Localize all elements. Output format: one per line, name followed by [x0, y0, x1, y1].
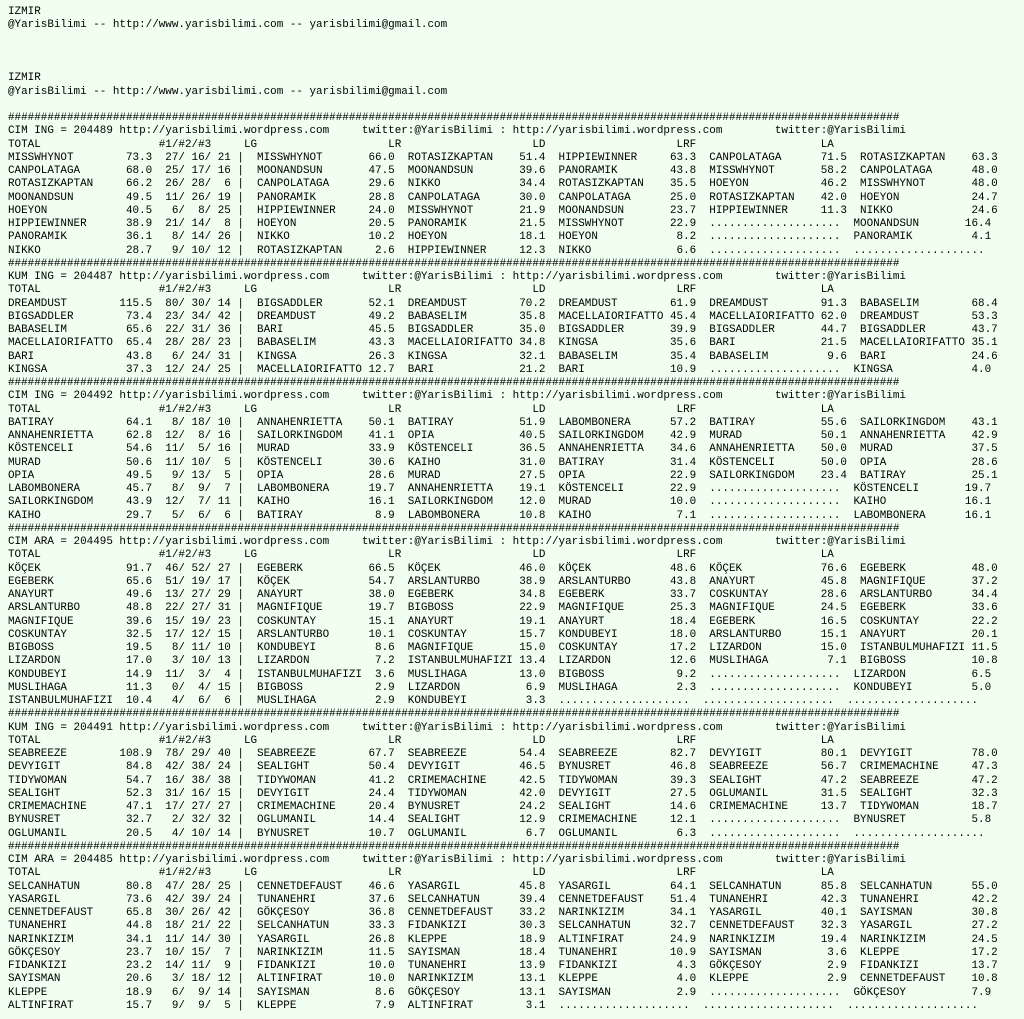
table-row: SAILORKINGDOM 43.9 12/ 7/ 11 | KAIHO 16.1 SAILORKINGDOM 12.0 MURAD 10.0 .................... KAIHO 16.1	[8, 496, 992, 509]
credit-line: @YarisBilimi -- http://www.yarisbilimi.com -- yarisbilimi@gmail.com	[8, 85, 448, 98]
table-row: SEABREEZE 108.9 78/ 29/ 40 | SEABREEZE 67.7 SEABREEZE 54.4 SEABREEZE 82.7 DEVYIGIT 80.1 DEVYIGIT 78.0	[8, 748, 998, 760]
table-row: PANORAMIK 36.1 8/ 14/ 26 | NIKKO 10.2 HOEYON 18.1 HOEYON 8.2 .................... PANORAMIK 4.1	[8, 231, 992, 244]
table-row: OGLUMANIL 20.5 4/ 10/ 14 | BYNUSRET 10.7 OGLUMANIL 6.7 OGLUMANIL 6.3 .................... ....................	[8, 827, 985, 840]
table-row: SEALIGHT 52.3 31/ 16/ 15 | DEVYIGIT 24.4 TIDYWOMAN 42.0 DEVYIGIT 27.5 OGLUMANIL 31.5 SEALIGHT 32.3	[8, 787, 998, 800]
table-row: MAGNIFIQUE 39.6 15/ 19/ 23 | COSKUNTAY 15.1 ANAYURT 19.1 ANAYURT 18.4 EGEBERK 16.5 COSKUNTAY 22.2	[8, 615, 998, 628]
table-row: MISSWHYNOT 73.3 27/ 16/ 21 | MISSWHYNOT 66.0 ROTASIZKAPTAN 51.4 HIPPIEWINNER 63.3 CANPOLATAGA 71.5 ROTASIZKAPTAN 63.3	[8, 151, 998, 164]
blank-line	[8, 33, 1024, 46]
column-header: TOTAL #1/#2/#3 LG LR LD LRF LA	[8, 867, 834, 880]
table-row: DEVYIGIT 84.8 42/ 38/ 24 | SEALIGHT 50.4 DEVYIGIT 46.5 BYNUSRET 46.8 SEABREEZE 56.7 CRIMEMACHINE 47.3	[8, 761, 998, 774]
table-row: BARI 43.8 6/ 24/ 31 | KINGSA 26.3 KINGSA 32.1 BABASELIM 35.4 BABASELIM 9.6 BARI 24.6	[8, 350, 998, 363]
column-header: TOTAL #1/#2/#3 LG LR LD LRF LA	[8, 138, 834, 151]
blank-line	[8, 99, 1024, 112]
table-row: KLEPPE 18.9 6/ 9/ 14 | SAYISMAN 8.6 GÖKÇESOY 13.1 SAYISMAN 2.9 .................... GÖKÇESOY 7.9	[8, 986, 992, 999]
column-header: TOTAL #1/#2/#3 LG LR LD LRF LA	[8, 734, 834, 747]
separator-line: ########################################################################################################################################	[8, 522, 900, 535]
table-row: CANPOLATAGA 68.0 25/ 17/ 16 | MOONANDSUN 47.5 MOONANDSUN 39.6 PANORAMIK 43.8 MISSWHYNOT 58.2 CANPOLATAGA 48.0	[8, 165, 998, 177]
city-heading: IZMIR	[8, 72, 41, 85]
table-row: EGEBERK 65.6 51/ 19/ 17 | KÖÇEK 54.7 ARSLANTURBO 38.9 ARSLANTURBO 43.8 ANAYURT 45.8 MAGNIFIQUE 37.2	[8, 575, 998, 588]
column-header: TOTAL #1/#2/#3 LG LR LD LRF LA	[8, 403, 834, 416]
table-row: BATIRAY 64.1 8/ 18/ 10 | ANNAHENRIETTA 50.1 BATIRAY 51.9 LABOMBONERA 57.2 BATIRAY 55.6 SAILORKINGDOM 43.1	[8, 416, 998, 429]
column-header: TOTAL #1/#2/#3 LG LR LD LRF LA	[8, 549, 834, 562]
race-title: CIM ARA = 204495 http://yarisbilimi.wordpress.com twitter:@YarisBilimi : http://yarisbilimi.wordpress.com twitter:@YarisBilimi	[8, 536, 906, 548]
race-title: KUM ING = 204487 http://yarisbilimi.wordpress.com twitter:@YarisBilimi : http://yarisbilimi.wordpress.com twitter:@YarisBilimi	[8, 271, 906, 283]
table-row: YASARGIL 73.6 42/ 39/ 24 | TUNANEHRI 37.6 SELCANHATUN 39.4 CENNETDEFAUST 51.4 TUNANEHRI 42.3 TUNANEHRI 42.2	[8, 893, 998, 906]
table-row: ANAYURT 49.6 13/ 27/ 29 | ANAYURT 38.0 EGEBERK 34.8 EGEBERK 33.7 COSKUNTAY 28.6 ARSLANTURBO 34.4	[8, 589, 998, 601]
separator-line: ########################################################################################################################################	[8, 840, 900, 853]
table-row: KINGSA 37.3 12/ 24/ 25 | MACELLAIORIFATTO 12.7 BARI 21.2 BARI 10.9 .................... KINGSA 4.0	[8, 363, 992, 376]
table-row: BIGBOSS 19.5 8/ 11/ 10 | KONDUBEYI 8.6 MAGNIFIQUE 15.0 COSKUNTAY 17.2 LIZARDON 15.0 ISTANBULMUHAFIZI 11.5	[8, 642, 998, 654]
table-row: COSKUNTAY 32.5 17/ 12/ 15 | ARSLANTURBO 10.1 COSKUNTAY 15.7 KONDUBEYI 18.0 ARSLANTURBO 15.1 ANAYURT 20.1	[8, 628, 998, 641]
table-row: TIDYWOMAN 54.7 16/ 38/ 38 | TIDYWOMAN 41.2 CRIMEMACHINE 42.5 TIDYWOMAN 39.3 SEALIGHT 47.2 SEABREEZE 47.2	[8, 774, 998, 787]
table-row: MUSLIHAGA 11.3 0/ 4/ 15 | BIGBOSS 2.9 LIZARDON 6.9 MUSLIHAGA 2.3 .................... KONDUBEYI 5.0	[8, 681, 992, 694]
table-row: OPIA 49.5 9/ 13/ 5 | OPIA 28.6 MURAD 27.5 OPIA 22.9 SAILORKINGDOM 23.4 BATIRAY 25.1	[8, 469, 998, 482]
credit-line: @YarisBilimi -- http://www.yarisbilimi.com -- yarisbilimi@gmail.com	[8, 19, 448, 32]
column-header: TOTAL #1/#2/#3 LG LR LD LRF LA	[8, 284, 834, 297]
table-row: BIGSADDLER 73.4 23/ 34/ 42 | DREAMDUST 49.2 BABASELIM 35.8 MACELLAIORIFATTO 45.4 MACELLAIORIFATTO 62.0 DREAMDUST 53.3	[8, 310, 998, 323]
separator-line: ########################################################################################################################################	[8, 112, 900, 124]
table-row: HIPPIEWINNER 38.9 21/ 14/ 8 | HOEYON 20.5 PANORAMIK 21.5 MISSWHYNOT 22.9 .................... MOONANDSUN 16.4	[8, 218, 992, 230]
blank-line	[8, 46, 1024, 59]
table-row: BABASELIM 65.6 22/ 31/ 36 | BARI 45.5 BIGSADDLER 35.0 BIGSADDLER 39.9 BIGSADDLER 44.7 BIGSADDLER 43.7	[8, 324, 998, 336]
city-heading: IZMIR	[8, 6, 41, 18]
table-row: MURAD 50.6 11/ 10/ 5 | KÖSTENCELI 30.6 KAIHO 31.0 BATIRAY 31.4 KÖSTENCELI 50.0 OPIA 28.6	[8, 456, 998, 469]
blank-line	[8, 59, 1024, 72]
table-row: MOONANDSUN 49.5 11/ 26/ 19 | PANORAMIK 28.8 CANPOLATAGA 30.0 CANPOLATAGA 25.0 ROTASIZKAPTAN 42.0 HOEYON 24.7	[8, 191, 998, 204]
table-row: HOEYON 40.5 6/ 8/ 25 | HIPPIEWINNER 24.0 MISSWHYNOT 21.9 MOONANDSUN 23.7 HIPPIEWINNER 11.3 NIKKO 24.6	[8, 204, 998, 217]
table-row: KONDUBEYI 14.9 11/ 3/ 4 | ISTANBULMUHAFIZI 3.6 MUSLIHAGA 13.0 BIGBOSS 9.2 .................... LIZARDON 6.5	[8, 668, 992, 681]
table-row: FIDANKIZI 23.2 14/ 11/ 9 | FIDANKIZI 10.0 TUNANEHRI 13.9 FIDANKIZI 4.3 GÖKÇESOY 2.9 FIDANKIZI 13.7	[8, 960, 998, 972]
separator-line: ########################################################################################################################################	[8, 708, 900, 721]
table-row: ANNAHENRIETTA 62.8 12/ 8/ 16 | SAILORKINGDOM 41.1 OPIA 40.5 SAILORKINGDOM 42.9 MURAD 50.1 ANNAHENRIETTA 42.9	[8, 430, 998, 442]
table-row: GÖKÇESOY 23.7 10/ 15/ 7 | NARINKIZIM 11.5 SAYISMAN 18.4 TUNANEHRI 10.9 SAYISMAN 3.6 KLEPPE 17.2	[8, 946, 998, 959]
race-title: KUM ING = 204491 http://yarisbilimi.wordpress.com twitter:@YarisBilimi : http://yarisbilimi.wordpress.com twitter:@YarisBilimi	[8, 721, 906, 734]
table-row: KAIHO 29.7 5/ 6/ 6 | BATIRAY 8.9 LABOMBONERA 10.8 KAIHO 7.1 .................... LABOMBONERA 16.1	[8, 509, 992, 522]
race-title: CIM ARA = 204485 http://yarisbilimi.wordpress.com twitter:@YarisBilimi : http://yarisbilimi.wordpress.com twitter:@YarisBilimi	[8, 854, 906, 866]
table-row: SAYISMAN 20.6 3/ 18/ 12 | ALTINFIRAT 10.0 NARINKIZIM 13.1 KLEPPE 4.0 KLEPPE 2.9 CENNETDEFAUST 10.8	[8, 973, 998, 986]
race-title: CIM ING = 204489 http://yarisbilimi.wordpress.com twitter:@YarisBilimi : http://yarisbilimi.wordpress.com twitter:@YarisBilimi	[8, 125, 906, 138]
table-row: LABOMBONERA 45.7 8/ 9/ 7 | LABOMBONERA 19.7 ANNAHENRIETTA 19.1 KÖSTENCELI 22.9 .................... KÖSTENCELI 19.7	[8, 483, 992, 495]
table-row: ARSLANTURBO 48.8 22/ 27/ 31 | MAGNIFIQUE 19.7 BIGBOSS 22.9 MAGNIFIQUE 25.3 MAGNIFIQUE 24.5 EGEBERK 33.6	[8, 602, 998, 615]
separator-line: ########################################################################################################################################	[8, 257, 900, 270]
race-title: CIM ING = 204492 http://yarisbilimi.wordpress.com twitter:@YarisBilimi : http://yarisbilimi.wordpress.com twitter:@YarisBilimi	[8, 390, 906, 403]
separator-line: ########################################################################################################################################	[8, 377, 900, 389]
table-row: ALTINFIRAT 15.7 9/ 9/ 5 | KLEPPE 7.9 ALTINFIRAT 3.1 .................... .................... ....................	[8, 999, 979, 1012]
table-row: CENNETDEFAUST 65.8 30/ 26/ 42 | GÖKÇESOY 36.8 CENNETDEFAUST 33.2 NARINKIZIM 34.1 YASARGIL 40.1 SAYISMAN 30.8	[8, 907, 998, 919]
table-row: ROTASIZKAPTAN 66.2 26/ 28/ 6 | CANPOLATAGA 29.6 NIKKO 34.4 ROTASIZKAPTAN 35.5 HOEYON 46.2 MISSWHYNOT 48.0	[8, 178, 998, 191]
table-row: KÖSTENCELI 54.6 11/ 5/ 16 | MURAD 33.9 KÖSTENCELI 36.5 ANNAHENRIETTA 34.6 ANNAHENRIETTA 50.0 MURAD 37.5	[8, 443, 998, 456]
table-row: ISTANBULMUHAFIZI 10.4 4/ 6/ 6 | MUSLIHAGA 2.9 KONDUBEYI 3.3 .................... .................... ....................	[8, 695, 979, 707]
table-row: SELCANHATUN 80.8 47/ 28/ 25 | CENNETDEFAUST 46.6 YASARGIL 45.8 YASARGIL 64.1 SELCANHATUN 85.8 SELCANHATUN 55.0	[8, 880, 998, 893]
table-row: MACELLAIORIFATTO 65.4 28/ 28/ 23 | BABASELIM 43.3 MACELLAIORIFATTO 34.8 KINGSA 35.6 BARI 21.5 MACELLAIORIFATTO 35.1	[8, 337, 998, 350]
table-row: NARINKIZIM 34.1 11/ 14/ 30 | YASARGIL 26.8 KLEPPE 18.9 ALTINFIRAT 24.9 NARINKIZIM 19.4 NARINKIZIM 24.5	[8, 933, 998, 946]
table-row: LIZARDON 17.0 3/ 10/ 13 | LIZARDON 7.2 ISTANBULMUHAFIZI 13.4 LIZARDON 12.6 MUSLIHAGA 7.1 BIGBOSS 10.8	[8, 655, 998, 668]
table-row: BYNUSRET 32.7 2/ 32/ 32 | OGLUMANIL 14.4 SEALIGHT 12.9 CRIMEMACHINE 12.1 .................... BYNUSRET 5.8	[8, 814, 992, 827]
table-row: TUNANEHRI 44.8 18/ 21/ 22 | SELCANHATUN 33.3 FIDANKIZI 30.3 SELCANHATUN 32.7 CENNETDEFAUST 32.3 YASARGIL 27.2	[8, 920, 998, 933]
table-row: NIKKO 28.7 9/ 10/ 12 | ROTASIZKAPTAN 2.6 HIPPIEWINNER 12.3 NIKKO 6.6 .................... ....................	[8, 244, 985, 257]
table-row: DREAMDUST 115.5 80/ 30/ 14 | BIGSADDLER 52.1 DREAMDUST 70.2 DREAMDUST 61.9 DREAMDUST 91.3 BABASELIM 68.4	[8, 297, 998, 310]
table-row: KÖÇEK 91.7 46/ 52/ 27 | EGEBERK 66.5 KÖÇEK 46.0 KÖÇEK 48.6 KÖÇEK 76.6 EGEBERK 48.0	[8, 562, 998, 575]
table-row: CRIMEMACHINE 47.1 17/ 27/ 27 | CRIMEMACHINE 20.4 BYNUSRET 24.2 SEALIGHT 14.6 CRIMEMACHINE 13.7 TIDYWOMAN 18.7	[8, 801, 998, 813]
